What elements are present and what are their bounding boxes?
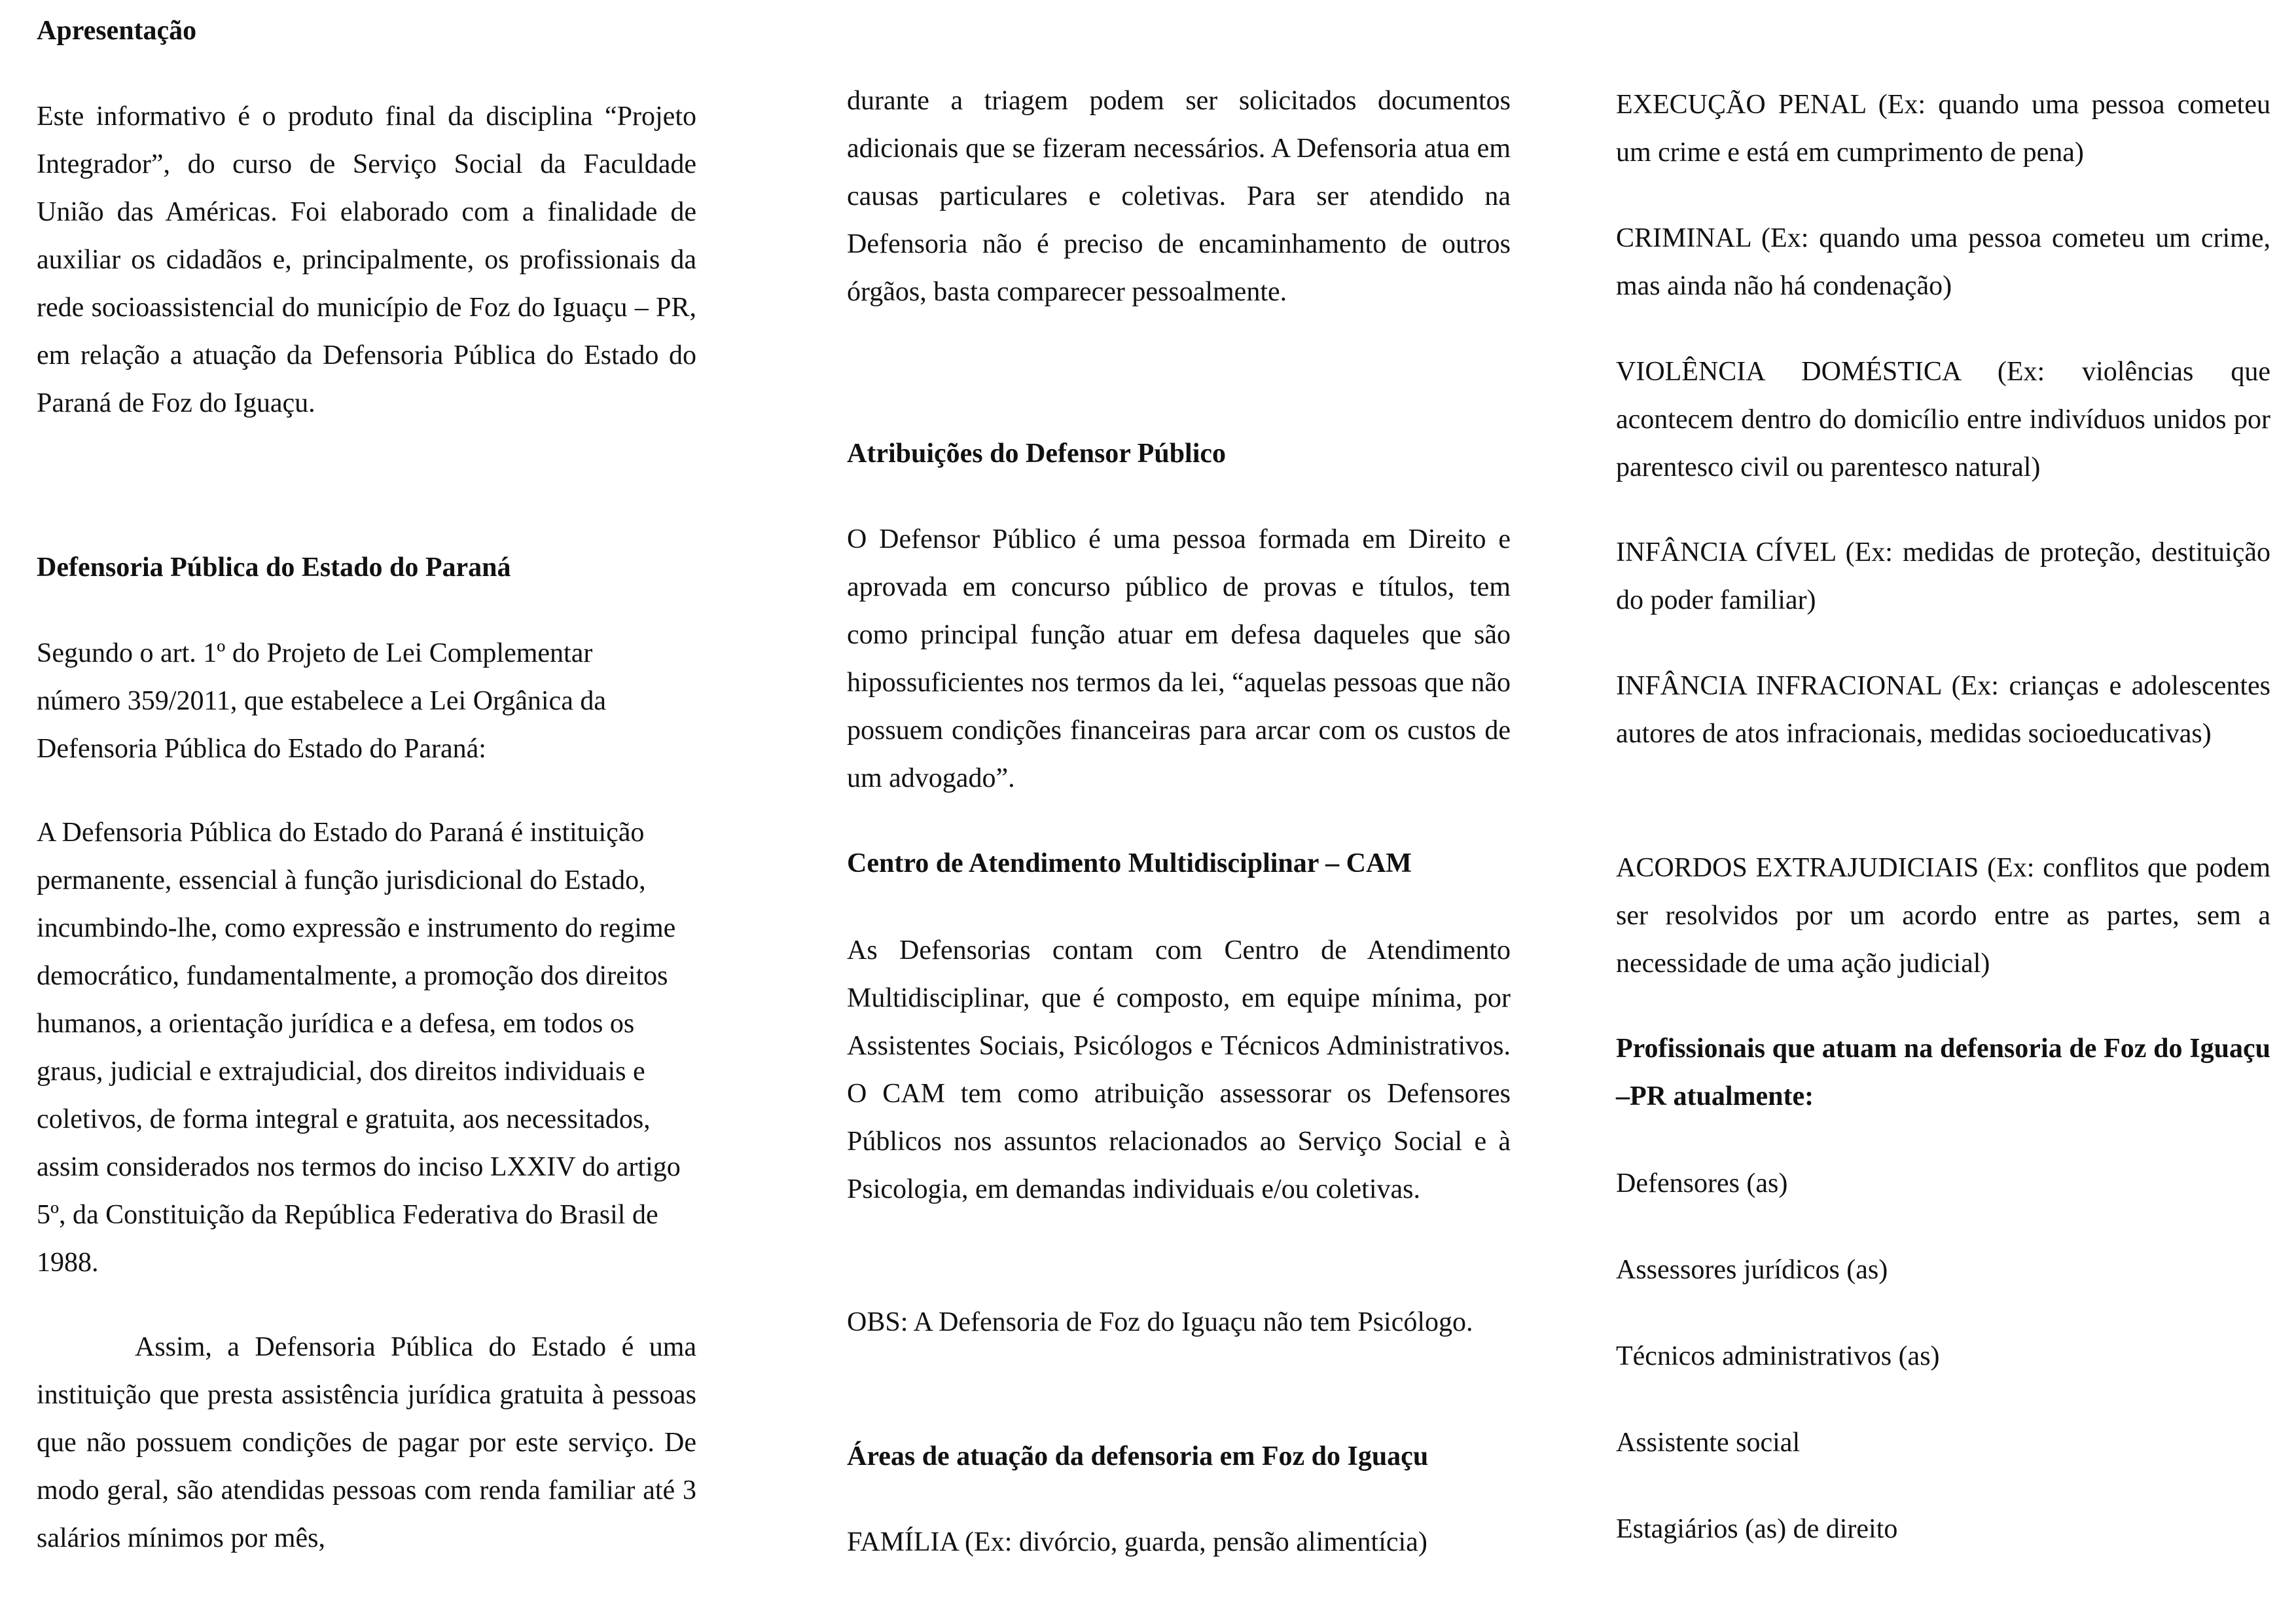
area-familia: FAMÍLIA (Ex: divórcio, guarda, pensão alimentícia) — [847, 1527, 1427, 1557]
heading-apresentacao: Apresentação — [37, 16, 197, 46]
profissional-item: Técnicos administrativos (as) — [1616, 1341, 1940, 1371]
paragraph-defensor-publico: O Defensor Público é uma pessoa formada em Direito e aprovada em concurso público de provas e títulos, tem como principal função atuar em defesa daqueles que são hipossuficientes nos termos da lei, “aquelas pessoas que não possuem condições financeiras para arcar com os custos de um advogado”. — [847, 524, 1511, 793]
area-violencia-domestica: VIOLÊNCIA DOMÉSTICA (Ex: violências que acontecem dentro do domicílio entre indivíduos unidos por parentesco civil ou parentesco natural) — [1616, 357, 2270, 482]
heading-cam: Centro de Atendimento Multidisciplinar – CAM — [847, 848, 1412, 878]
paragraph-assim: Assim, a Defensoria Pública do Estado é uma instituição que presta assistência jurídica gratuita à pessoas que não possuem condições de pagar por este serviço. De modo geral, são atendidas pessoas com renda familiar até 3 salários mínimos por mês, — [37, 1332, 696, 1553]
area-criminal: CRIMINAL (Ex: quando uma pessoa cometeu um crime, mas ainda não há condenação) — [1616, 223, 2270, 301]
profissional-item: Defensores (as) — [1616, 1168, 1788, 1199]
profissional-item: Estagiários (as) de direito — [1616, 1514, 1898, 1544]
paragraph-segundo-art: Segundo o art. 1º do Projeto de Lei Complementar número 359/2011, que estabelece a Lei Orgânica da Defensoria Pública do Estado do Paraná: — [37, 638, 606, 764]
area-acordos-extrajudiciais: ACORDOS EXTRAJUDICIAIS (Ex: conflitos que podem ser resolvidos por um acordo entre as partes, sem a necessidade de uma ação judicial) — [1616, 853, 2270, 979]
heading-defensoria-publica: Defensoria Pública do Estado do Paraná — [37, 552, 511, 583]
area-execucao-penal: EXECUÇÃO PENAL (Ex: quando uma pessoa cometeu um crime e está em cumprimento de pena) — [1616, 90, 2270, 168]
paragraph-obs: OBS: A Defensoria de Foz do Iguaçu não tem Psicólogo. — [847, 1307, 1473, 1337]
profissional-item: Assessores jurídicos (as) — [1616, 1255, 1888, 1285]
paragraph-instituicao: A Defensoria Pública do Estado do Paraná é instituição permanente, essencial à função jurisdicional do Estado, incumbindo-lhe, como expressão e instrumento do regime democrático, fundamentalmente, a promoção dos direitos humanos, a orientação jurídica e a defesa, em todos os graus, judicial e extrajudicial, dos direitos individuais e coletivos, de forma integral e gratuita, aos necessitados, assim considerados nos termos do inciso LXXIV do artigo 5º, da Constituição da República Federativa do Brasil de 1988. — [37, 818, 681, 1278]
paragraph-triagem: durante a triagem podem ser solicitados documentos adicionais que se fizeram necessários. A Defensoria atua em causas particulares e coletivas. Para ser atendido na Defensoria não é preciso de encaminhamento de outros órgãos, basta comparecer pessoalmente. — [847, 86, 1511, 307]
profissional-item: Assistente social — [1616, 1428, 1801, 1458]
paragraph-cam: As Defensorias contam com Centro de Atendimento Multidisciplinar, que é composto, em equipe mínima, por Assistentes Sociais, Psicólogos e Técnicos Administrativos. O CAM tem como atribuição assessorar os Defensores Públicos nos assuntos relacionados ao Serviço Social e à Psicologia, em demandas individuais e/ou coletivas. — [847, 935, 1511, 1204]
heading-atribuicoes: Atribuições do Defensor Público — [847, 439, 1227, 469]
heading-profissionais: Profissionais que atuam na defensoria de Foz do Iguaçu –PR atualmente: — [1616, 1034, 2270, 1111]
area-infancia-civel: INFÂNCIA CÍVEL (Ex: medidas de proteção, destituição do poder familiar) — [1616, 537, 2270, 615]
area-infancia-infracional: INFÂNCIA INFRACIONAL (Ex: crianças e adolescentes autores de atos infracionais, medidas socioeducativas) — [1616, 671, 2270, 749]
heading-areas-atuacao: Áreas de atuação da defensoria em Foz do Iguaçu — [847, 1441, 1429, 1471]
paragraph-apresentacao: Este informativo é o produto final da disciplina “Projeto Integrador”, do curso de Serviço Social da Faculdade União das Américas. Foi elaborado com a finalidade de auxiliar os cidadãos e, principalmente, os profissionais da rede socioassistencial do município de Foz do Iguaçu – PR, em relação a atuação da Defensoria Pública do Estado do Paraná de Foz do Iguaçu. — [37, 101, 696, 418]
